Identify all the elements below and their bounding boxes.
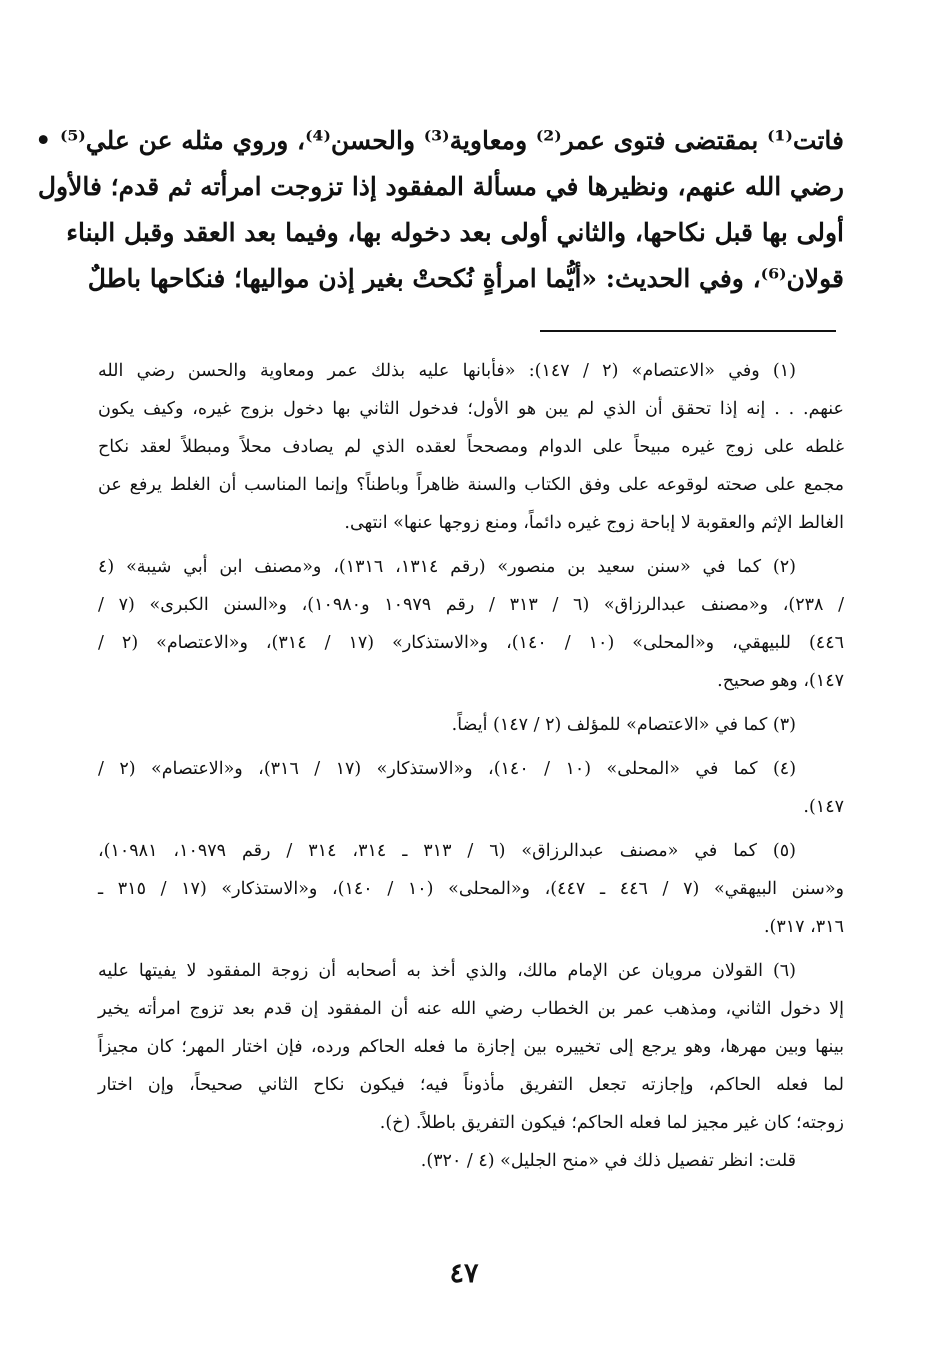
footnote-1-line: مجمع على صحته لوقوعه على وفق الكتاب والسنة ظاهراً وباطناً؟ وإنما المناسب أن الغلط يرفع عن [98, 475, 844, 495]
editor-note-line: قلت: انظر تفصيل ذلك في «منح الجليل» (٤ / ٣٢٠). [420, 1151, 796, 1171]
footnote-5-line: (٥) كما في «مصنف عبدالرزاق» (٦ / ٣١٣ ـ ٣١٤، ٣١٤ / رقم ١٠٩٧٩، ١٠٩٨١)، [98, 841, 796, 861]
footnote-2-line: ١٤٧)، وهو صحيح. [717, 671, 844, 691]
main-text [35, 118, 844, 302]
footnote-1-line: عنهم. . . إنه إذا تحقق أن الذي لم يبن هو الأول؛ فدخول الثاني بها دخول بزوج غيره، وكيف يكون [98, 399, 844, 419]
footnote-4-line: ١٤٧). [803, 797, 844, 817]
footnotes [98, 352, 844, 1180]
footnote-1-line: غلطه على زوج غيره مبيحاً على الدوام ومصححاً لعقده الذي لم يصادف محلاً ومبطلاً لعقد نكاح [98, 437, 844, 457]
main-line: أولى بها قبل نكاحها، والثاني أولى بعد دخوله بها، وفيما بعد العقد وقبل البناء [66, 218, 844, 247]
footnote-6-line: (٦) القولان مرويان عن الإمام مالك، والذي أخذ به أصحابه أن زوجة المفقود لا يفيتها عليه [98, 961, 796, 981]
main-line: قولان⁽⁶⁾، وفي الحديث: «أيُّما امرأةٍ نُكحتْ بغير إذن مواليها؛ فنكاحها باطلٌ [87, 264, 844, 293]
footnote-2-line: (٢) كما في «سنن سعيد بن منصور» (رقم ١٣١٤، ١٣١٦)، و«مصنف ابن أبي شيبة» (٤ [98, 557, 796, 577]
footnote-4-line: (٤) كما في «المحلى» (١٠ / ١٤٠)، و«الاستذكار» (١٧ / ٣١٦)، و«الاعتصام» (٢ / [98, 759, 797, 779]
footnote-6-line: بينها وبين مهرها، وهو يرجع إلى تخييره بين إجازة ما فعله الحاكم ورده، فإن اختار المهر؛ كان مجيزاً [98, 1037, 844, 1057]
footnote-5-line: ٣١٦، ٣١٧). [763, 917, 844, 937]
main-line: فاتت⁽¹⁾ بمقتضى فتوى عمر⁽²⁾ ومعاوية⁽³⁾ والحسن⁽⁴⁾، وروي مثله عن علي⁽⁵⁾ • [35, 126, 844, 155]
footnote-6-line: زوجته؛ كان غير مجيز لما فعله الحاكم؛ فيكون التفريق باطلاً. (خ). [379, 1113, 844, 1133]
footnote-5-line: و«سنن البيهقي» (٧ / ٤٤٦ ـ ٤٤٧)، و«المحلى» (١٠ / ١٤٠)، و«الاستذكار» (١٧ / ٣١٥ ـ [98, 879, 844, 899]
footnote-2-line: ٤٤٦) للبيهقي، و«المحلى» (١٠ / ١٤٠)، و«الاستذكار» (١٧ / ٣١٤)، و«الاعتصام» (٢ / [98, 633, 844, 653]
footnote-1-line: الغالط الإثم والعقوبة لا إباحة زوج غيره دائماً، ومنع زوجها عنها» انتهى. [344, 513, 844, 533]
footnote-separator [540, 330, 836, 332]
footnote-6-line: لما فعله الحاكم، وإجازته تجعل التفريق مأذوناً فيه؛ فيكون نكاح الثاني صحيحاً، وإن اختار [98, 1075, 844, 1095]
page-number: ٤٧ [449, 1258, 479, 1289]
main-line: رضي الله عنهم، ونظيرها في مسألة المفقود إذا تزوجت امرأته ثم قدم؛ فالأول [37, 172, 844, 201]
footnote-3-line: (٣) كما في «الاعتصام» للمؤلف (٢ / ١٤٧) أيضاً. [451, 715, 796, 735]
footnote-1-line: (١) وفي «الاعتصام» (٢ / ١٤٧): «فأبانها عليه بذلك عمر ومعاوية والحسن رضي الله [98, 361, 796, 381]
footnote-2-line: / ٢٣٨)، و«مصنف عبدالرزاق» (٦ / ٣١٣ / رقم ١٠٩٧٩ و١٠٩٨٠)، و«السنن الكبرى» (٧ / [98, 595, 844, 615]
footnote-6-line: إلا دخول الثاني، ومذهب عمر بن الخطاب رضي الله عنه أن المفقود إن قدم بعد تزوج امرأته يخير [98, 999, 844, 1019]
